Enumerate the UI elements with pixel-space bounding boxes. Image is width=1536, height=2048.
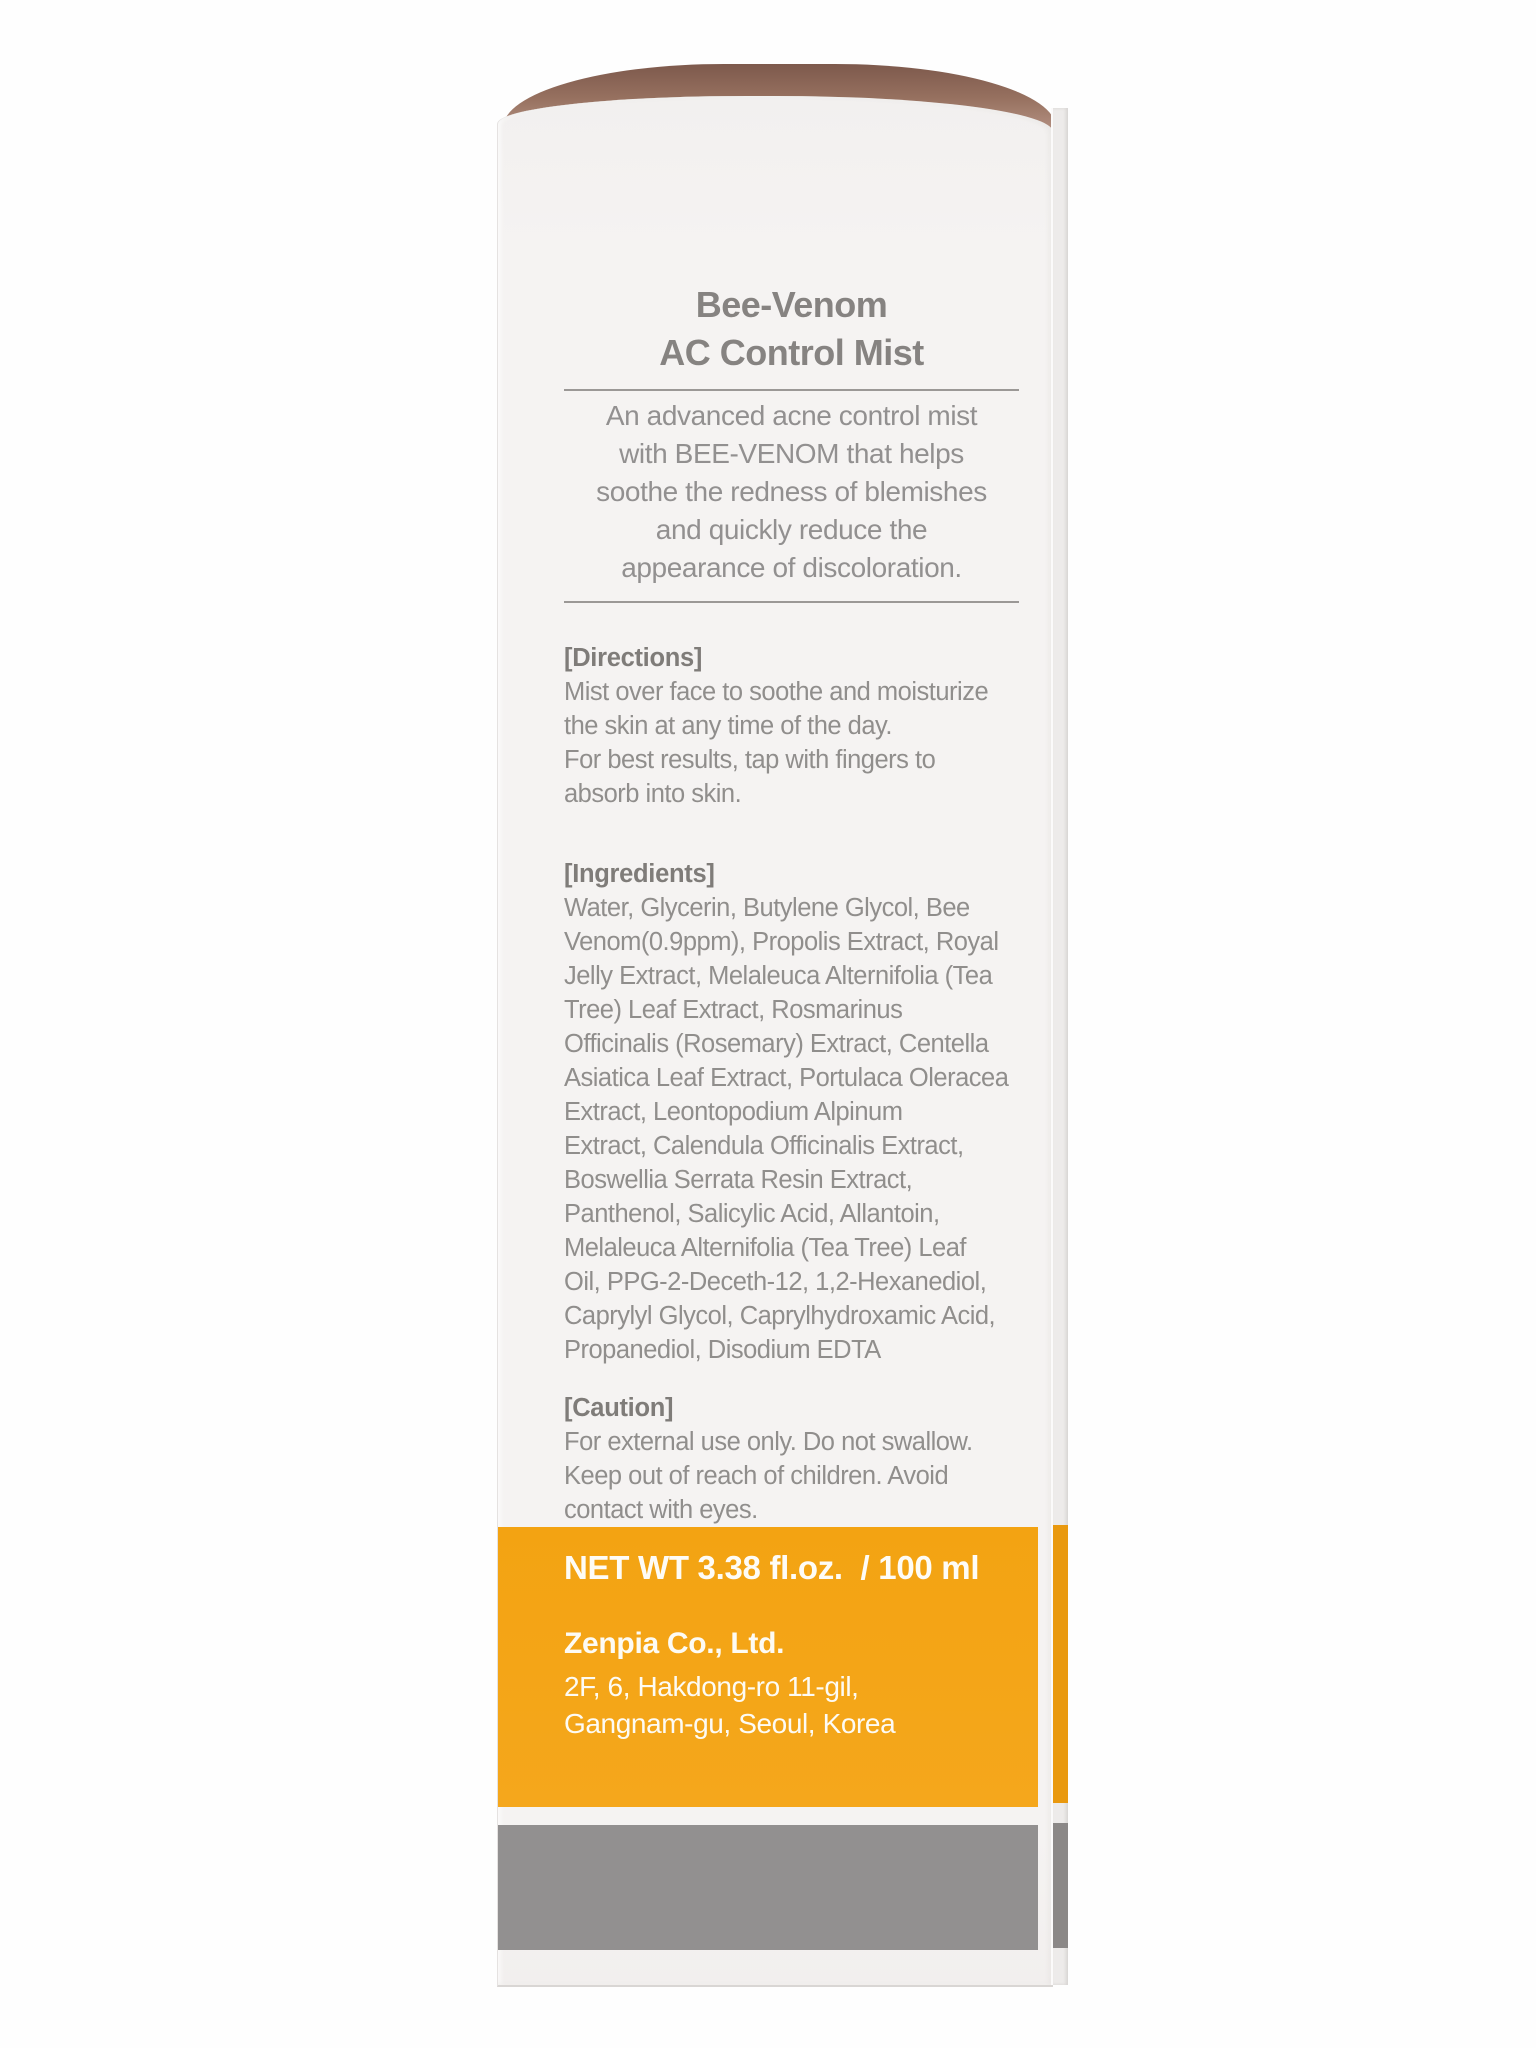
description-line: An advanced acne control mist bbox=[605, 400, 978, 431]
product-title bbox=[564, 281, 1019, 377]
ingredients-line: Officinalis (Rosemary) Extract, Centella bbox=[564, 1030, 989, 1058]
directions-section bbox=[564, 641, 1019, 811]
caution-section bbox=[564, 1391, 1019, 1527]
directions-line: absorb into skin. bbox=[564, 780, 742, 808]
ingredients-line: Propanediol, Disodium EDTA bbox=[564, 1336, 881, 1364]
caution-heading: [Caution] bbox=[564, 1394, 674, 1422]
printed-label bbox=[564, 281, 1019, 1527]
ingredients-line: Boswellia Serrata Resin Extract, bbox=[564, 1166, 913, 1194]
ingredients-line: Water, Glycerin, Butylene Glycol, Bee bbox=[564, 894, 970, 922]
directions-line: the skin at any time of the day. bbox=[564, 712, 892, 740]
ingredients-line: Caprylyl Glycol, Caprylhydroxamic Acid, bbox=[564, 1302, 996, 1330]
ingredients-line: Venom(0.9ppm), Propolis Extract, Royal bbox=[564, 928, 999, 956]
manufacturer-name: Zenpia Co., Ltd. bbox=[564, 1627, 785, 1660]
description-line: appearance of discoloration. bbox=[621, 552, 962, 583]
description-line: with BEE-VENOM that helps bbox=[619, 438, 964, 469]
directions-line: Mist over face to soothe and moisturize bbox=[564, 678, 989, 706]
ingredients-heading: [Ingredients] bbox=[564, 860, 715, 888]
directions-heading: [Directions] bbox=[564, 644, 703, 672]
box-front-panel bbox=[497, 96, 1053, 1987]
directions-line: For best results, tap with fingers to bbox=[564, 746, 936, 774]
box-side-panel bbox=[1051, 108, 1068, 1985]
side-orange-strip bbox=[1053, 1525, 1068, 1803]
description-line: soothe the redness of blemishes bbox=[596, 476, 987, 507]
gray-band bbox=[498, 1825, 1038, 1950]
description-line: and quickly reduce the bbox=[655, 514, 928, 545]
net-weight: NET WT 3.38 fl.oz. / 100 ml bbox=[564, 1549, 980, 1586]
orange-band bbox=[498, 1527, 1038, 1807]
ingredients-line: Oil, PPG-2-Deceth-12, 1,2-Hexanediol, bbox=[564, 1268, 987, 1296]
manufacturer-address-line2: Gangnam-gu, Seoul, Korea bbox=[564, 1708, 896, 1739]
ingredients-line: Tree) Leaf Extract, Rosmarinus bbox=[564, 996, 903, 1024]
ingredients-line: Extract, Calendula Officinalis Extract, bbox=[564, 1132, 964, 1160]
divider-top bbox=[564, 389, 1019, 391]
ingredients-line: Melaleuca Alternifolia (Tea Tree) Leaf bbox=[564, 1234, 966, 1262]
manufacturer-address-line1: 2F, 6, Hakdong-ro 11-gil, bbox=[564, 1671, 859, 1702]
product-title-line1: Bee-Venom bbox=[695, 284, 888, 325]
ingredients-line: Extract, Leontopodium Alpinum bbox=[564, 1098, 903, 1126]
caution-line: For external use only. Do not swallow. bbox=[564, 1428, 973, 1456]
product-title-line2: AC Control Mist bbox=[659, 332, 924, 373]
ingredients-section bbox=[564, 857, 1019, 1367]
divider-bottom bbox=[564, 601, 1019, 603]
product-box bbox=[497, 56, 1068, 1987]
ingredients-line: Asiatica Leaf Extract, Portulaca Oleracea bbox=[564, 1064, 1009, 1092]
caution-line: Keep out of reach of children. Avoid bbox=[564, 1462, 949, 1490]
ingredients-line: Jelly Extract, Melaleuca Alternifolia (Tea bbox=[564, 962, 993, 990]
ingredients-line: Panthenol, Salicylic Acid, Allantoin, bbox=[564, 1200, 940, 1228]
caution-line: contact with eyes. bbox=[564, 1496, 758, 1524]
product-description bbox=[564, 397, 1019, 587]
side-gray-strip bbox=[1053, 1823, 1068, 1948]
